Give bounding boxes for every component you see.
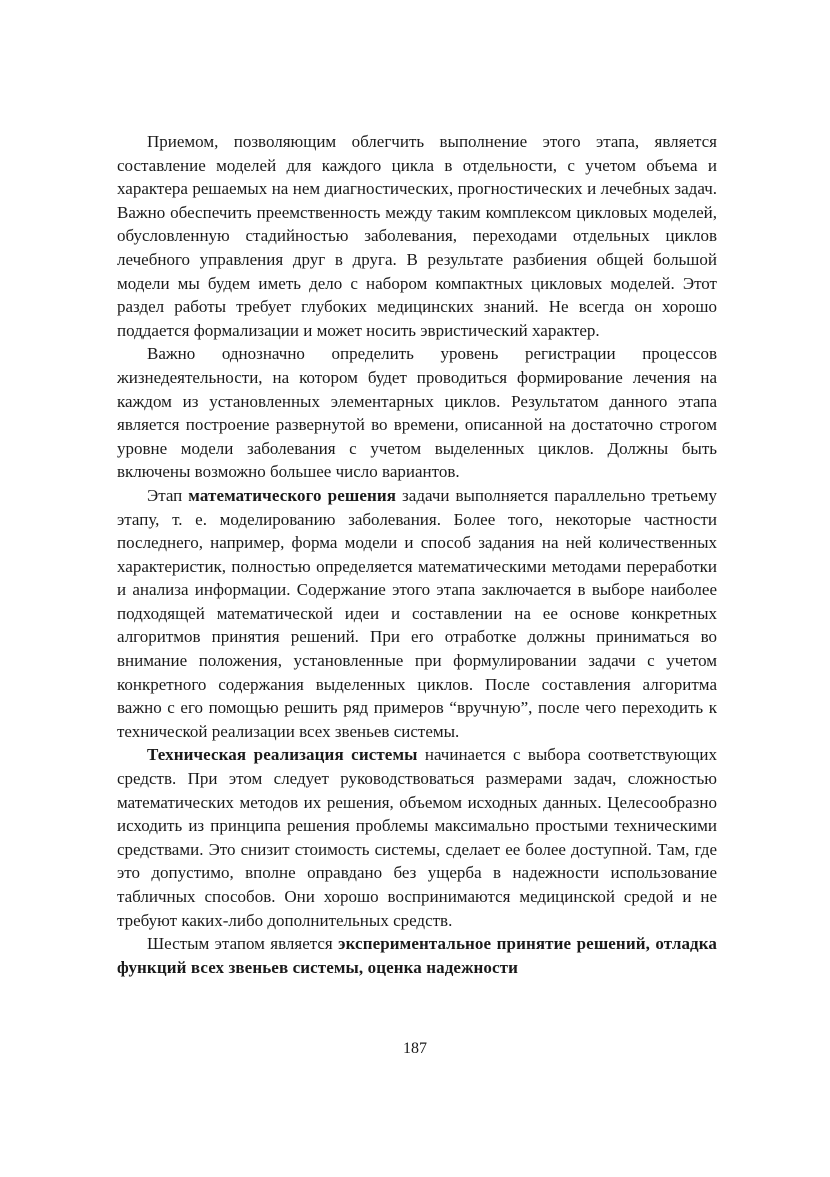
paragraph-5 (117, 932, 717, 979)
page-number: 187 (403, 1040, 427, 1057)
paragraph-2 (117, 342, 717, 484)
paragraph-4-text-rest: начинается с выбора соответствующих средств. При этом следует руководствоваться размерами задач, сложностью математических методов их решения, объемом исходных данных. Целесообразно исходить из принципа решения проблемы максимально простыми техническими средствами. Это снизит стоимость системы, сделает ее более доступной. Там, где это допустимо, вполне оправдано без ущерба в надежности использование табличных способов. Они хорошо воспринимаются медицинской средой и не требуют каких-либо дополнительных средств. (117, 745, 717, 930)
paragraph-4-bold-term: Техническая реализация системы (147, 745, 418, 765)
paragraph-3-text-rest: задачи выполняется параллельно третьему этапу, т. е. моделированию заболевания. Более того, некоторые частности последнего, например, форма модели и способ задания на ней количественных характеристик, полностью определяется математическими методами переработки и анализа информации. Содержание этого этапа заключается в выборе наиболее подходящей математической идеи и составлении на ее основе конкретных алгоритмов принятия решений. При его отработке должны приниматься во внимание положения, установленные при формулировании задачи с учетом конкретного содержания выделенных циклов. После составления алгоритма важно с его помощью решить ряд примеров “вручную”, после чего переходить к технической реализации всех звеньев системы. (117, 485, 718, 741)
paragraph-5-bold-term: экспериментальное принятие решений, отладка функций всех звеньев системы, оценка надежности (117, 934, 717, 977)
paragraph-3-bold-term: математического решения (188, 485, 397, 505)
paragraph-3 (117, 484, 717, 744)
page-body (117, 130, 717, 979)
paragraph-1-text: Приемом, позволяющим облегчить выполнение этого этапа, является составление моделей для каждого цикла в отдельности, с учетом объема и характера решаемых на нем диагностических, прогностических и лечебных задач. Важно обеспечить преемственность между таким комплексом цикловых моделей, обусловленную стадийностью заболевания, переходами отдельных циклов лечебного управления друг в друга. В результате разбиения общей большой модели мы будем иметь дело с набором компактных цикловых моделей. Этот раздел работы требует глубоких медицинских знаний. Не всегда он хорошо поддается формализации и может носить эвристический характер. (117, 132, 717, 340)
paragraph-5-text-start: Шестым этапом является (147, 934, 339, 954)
paragraph-3-text-start: Этап (147, 485, 189, 505)
paragraph-2-text: Важно однозначно определить уровень регистрации процессов жизнедеятельности, на котором будет проводиться формирование лечения на каждом из установленных элементарных циклов. Результатом данного этапа является построение развернутой во времени, описанной на достаточно строгом уровне модели заболевания с учетом выделенных циклов. Должны быть включены возможно большее число вариантов. (117, 344, 717, 482)
paragraph-1 (117, 130, 717, 342)
paragraph-4 (117, 743, 717, 932)
